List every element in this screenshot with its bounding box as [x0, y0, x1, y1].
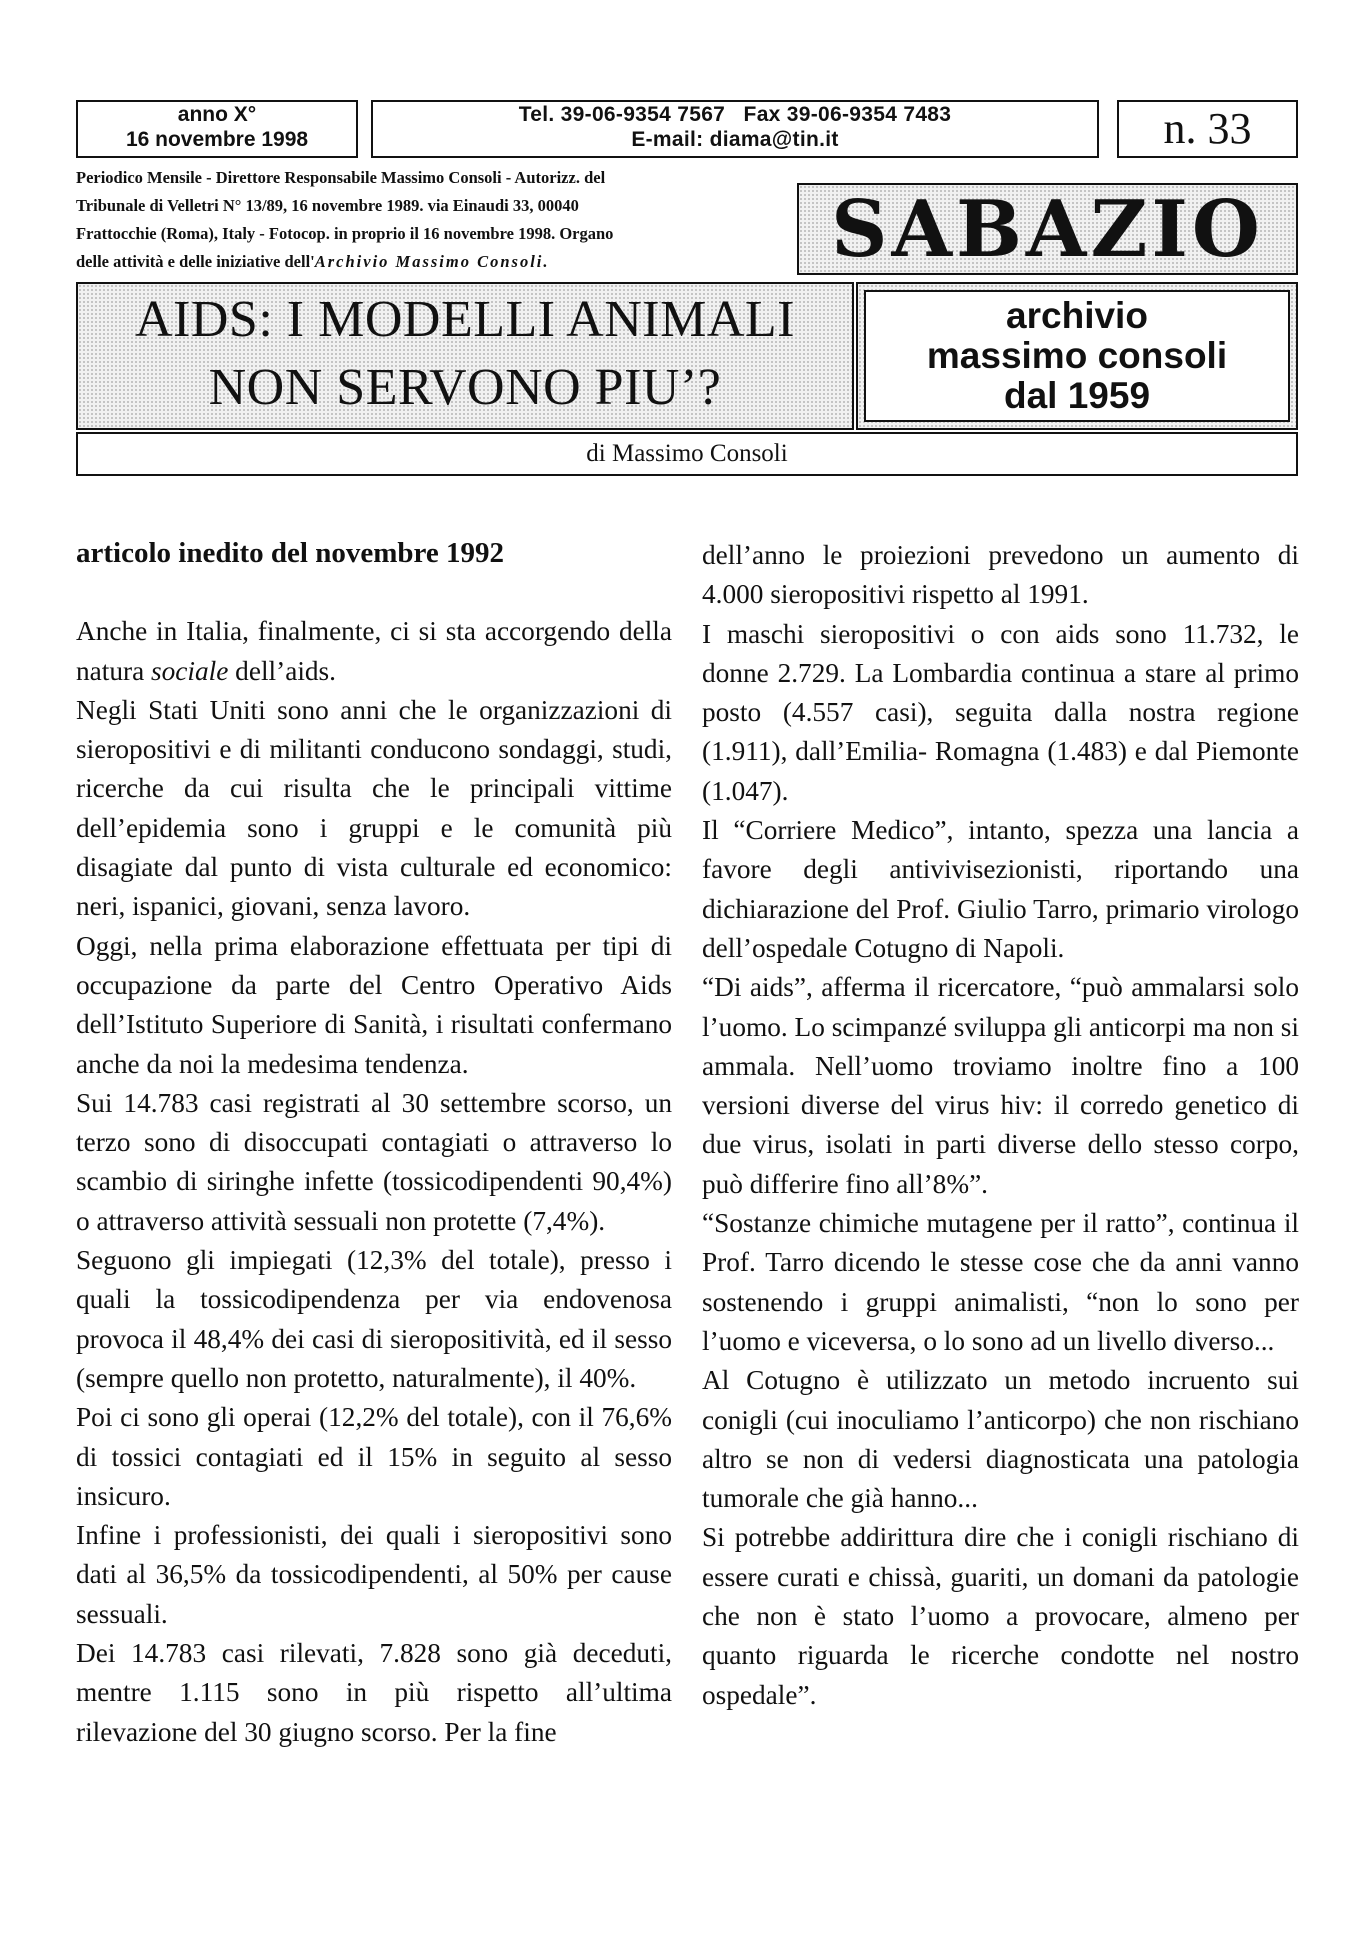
contact-box: [371, 100, 1099, 158]
paragraph: Seguono gli impiegati (12,3% del totale), presso i quali la tossicodipendenza per via endovenosa provoca il 48,4% dei casi di sieropositività, ed il sesso (sempre quello non protetto, naturalmente), il 40%.: [76, 1245, 672, 1393]
paragraph: [76, 612, 672, 691]
sabazio-logo: [797, 183, 1298, 275]
article-column-left: [76, 534, 672, 1752]
masthead-line: [76, 248, 806, 276]
issue-year: anno X°: [177, 103, 257, 126]
paragraph: Dei 14.783 casi rilevati, 7.828 sono già deceduti, mentre 1.115 sono in più rispetto all’ultima rilevazione del 30 giugno scorso. Per la fine: [76, 1638, 672, 1747]
paragraph: Infine i professionisti, dei quali i sieropositivi sono dati al 36,5% da tossicodipendenti, al 50% per cause sessuali.: [76, 1520, 672, 1629]
paragraph: Il “Corriere Medico”, intanto, spezza una lancia a favore degli antivivisezionisti, riportando una dichiarazione del Prof. Giulio Tarro, primario virologo dell’ospedale Cotugno di Napoli.: [702, 815, 1299, 963]
paragraph: Sui 14.783 casi registrati al 30 settembre scorso, un terzo sono di disoccupati contagiati o attraverso lo scambio di siringhe infette (tossicodipendenti 90,4%) o attraverso attività sessuali non protette (7,4%).: [76, 1087, 672, 1236]
archive-line-3: dal 1959: [1003, 375, 1151, 416]
byline: di Massimo Consoli: [76, 432, 1298, 476]
email: E-mail: diama@tin.it: [631, 128, 839, 151]
paragraph: “Sostanze chimiche mutagene per il ratto”, continua il Prof. Tarro dicendo le stesse cose che da anni vanno sostenendo i gruppi animalisti, “non lo sono per l’uomo e viceversa, o lo sono ad un livello diverso...: [702, 1208, 1299, 1356]
issue-number: n. 33: [1117, 100, 1298, 158]
archive-box: [864, 290, 1290, 422]
paragraph: Si potrebbe addirittura dire che i conigli rischiano di essere curati e chissà, guariti, un domani da patologie che non è stato l’uomo a provocare, almeno per quanto riguarda le ricerche condotte nel nostro ospedale”.: [702, 1522, 1299, 1710]
phone-fax: Tel. 39-06-9354 7567 Fax 39-06-9354 7483: [518, 103, 952, 126]
headline: [76, 282, 854, 430]
archive-line-2: massimo consoli: [926, 335, 1228, 376]
paragraph: Oggi, nella prima elaborazione effettuata per tipi di occupazione da parte del Centro Operativo Aids dell’Istituto Superiore di Sanità, i risultati confermano anche da noi la medesima tendenza.: [76, 930, 672, 1079]
paragraph: “Di aids”, afferma il ricercatore, “può ammalarsi solo l’uomo. Lo scimpanzé sviluppa gli anticorpi ma non si ammala. Nell’uomo troviamo inoltre fino a 100 versioni diverse del virus hiv: il corredo genetico di due virus, isolati in parti diverse dello stesso corpo, può differire fino all’8%”.: [702, 972, 1299, 1199]
archive-name: Archivio Massimo Consoli.: [314, 252, 550, 271]
archive-line-1: archivio: [1006, 295, 1148, 336]
paragraph: Negli Stati Uniti sono anni che le organizzazioni di sieropositivi e di militanti conducono sondaggi, studi, ricerche da cui risulta che le principali vittime dell’epidemia sono i gruppi e le comunità più disagiate dal punto di vista culturale ed economico: neri, ispanici, giovani, senza lavoro.: [76, 694, 672, 922]
paragraph: dell’anno le proiezioni prevedono un aumento di 4.000 sieropositivi rispetto al 1991.: [702, 540, 1299, 610]
headline-line-1: AIDS: I MODELLI ANIMALI: [135, 291, 795, 348]
masthead-legal-text: [76, 164, 806, 276]
paragraph-text: dell’aids.: [228, 655, 337, 686]
article-column-right: [702, 536, 1299, 1715]
logo-text: SABAZIO: [831, 183, 1264, 275]
paragraph: Poi ci sono gli operai (12,2% del totale), con il 76,6% di tossici contagiati ed il 15% in seguito al sesso insicuro.: [76, 1402, 672, 1511]
paragraph: I maschi sieropositivi o con aids sono 11.732, le donne 2.729. La Lombardia continua a stare al primo posto (4.557 casi), seguita dalla nostra regione (1.911), dall’Emilia- Romagna (1.483) e dal Piemonte (1.047).: [702, 618, 1299, 806]
issue-date-box: [76, 100, 358, 158]
masthead-line-text: delle attività e delle iniziative dell': [76, 252, 315, 271]
article-kicker: articolo inedito del novembre 1992: [76, 537, 504, 569]
emphasis: sociale: [151, 655, 229, 686]
masthead-line: Tribunale di Velletri N° 13/89, 16 novembre 1989. via Einaudi 33, 00040: [76, 196, 579, 215]
masthead-line: Frattocchie (Roma), Italy - Fotocop. in proprio il 16 novembre 1998. Organo: [76, 224, 614, 243]
issue-date: 16 novembre 1998: [125, 128, 309, 151]
headline-line-2: NON SERVONO PIU’?: [208, 359, 722, 416]
paragraph: Al Cotugno è utilizzato un metodo incruento sui conigli (cui inoculiamo l’anticorpo) che non rischiano altro se non di vedersi diagnosticata una patologia tumorale che già hanno...: [702, 1365, 1299, 1514]
masthead-line: Periodico Mensile - Direttore Responsabile Massimo Consoli - Autorizz. del: [76, 168, 606, 187]
paragraph-text: Anche in Italia, finalmente, ci si sta accorgendo della natura: [76, 616, 672, 686]
